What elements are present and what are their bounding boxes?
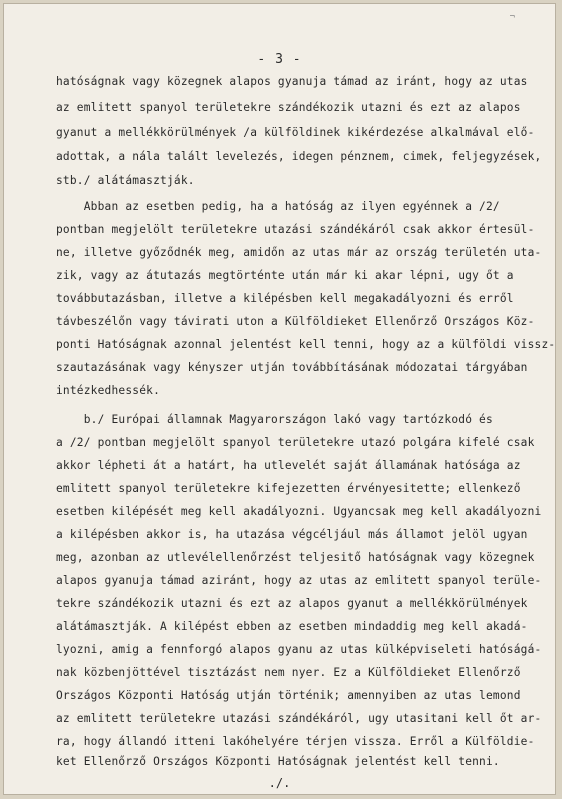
text-line: esetben kilépését meg kell akadályozni. Ugyancsak meg kell akadályozni <box>56 505 542 518</box>
corner-mark: ¬ <box>509 12 515 22</box>
text-line: b./ Európai államnak Magyarországon lakó vagy tartózkodó és <box>56 413 493 426</box>
text-line: az emlitett spanyol területekre szándékozik utazni és ezt az alapos <box>56 101 521 114</box>
page-number: - 3 - <box>257 52 302 67</box>
text-line: stb./ alátámasztják. <box>56 174 195 187</box>
text-line: lyozni, amig a fennforgó alapos gyanu az utas külképviseleti hatóságá- <box>56 643 542 656</box>
text-line: nak közbenjöttével tisztázást nem nyer. Ez a Külföldieket Ellenőrző <box>56 666 521 679</box>
text-line: továbbutazásban, illetve a kilépésben kell megakadályozni és erről <box>56 292 514 305</box>
closing-mark: ./. <box>268 776 291 790</box>
text-line: gyanut a mellékkörülmények /a külföldinek kikérdezése alkalmával elő- <box>56 126 535 139</box>
text-line: zik, vagy az átutazás megtörténte után már ki akar lépni, ugy őt a <box>56 269 514 282</box>
text-line: szautazásának vagy kényszer utján továbbításának módozatai tárgyában <box>56 361 528 374</box>
text-line: ket Ellenőrző Országos Központi Hatóságnak jelentést kell tenni. <box>56 755 500 768</box>
text-line: tekre szándékozik utazni és ezt az alapos gyanut a mellékkörülmények <box>56 597 528 610</box>
text-line: Országos Központi Hatóság utján történik; amennyiben az utas lemond <box>56 689 521 702</box>
text-line: alátámasztják. A kilépést ebben az esetben mindaddig meg kell akadá- <box>56 620 528 633</box>
text-line: ponti Hatóságnak azonnal jelentést kell tenni, hogy az a külföldi vissz- <box>56 338 556 351</box>
text-line: intézkedhessék. <box>56 384 161 397</box>
text-line: ne, illetve győződnék meg, amidőn az utas már az ország területén uta- <box>56 246 542 259</box>
text-line: hatóságnak vagy közegnek alapos gyanuja támad az iránt, hogy az utas <box>56 75 528 88</box>
text-line: a kilépésben akkor is, ha utazása végcéljául más államot jelöl ugyan <box>56 528 528 541</box>
text-line: távbeszélőn vagy távirati uton a Külföldieket Ellenőrző Országos Köz- <box>56 315 535 328</box>
text-line: meg, azonban az utlevélellenőrzést teljesitő hatóságnak vagy közegnek <box>56 551 535 564</box>
text-line: alapos gyanuja támad aziránt, hogy az utas az emlitett spanyol terüle- <box>56 574 542 587</box>
text-line: a /2/ pontban megjelölt spanyol területekre utazó polgára kifelé csak <box>56 436 535 449</box>
text-line: adottak, a nála talált levelezés, idegen pénznem, cimek, feljegyzések, <box>56 150 542 163</box>
text-line: pontban megjelölt területekre utazási szándékáról csak akkor értesül- <box>56 223 535 236</box>
text-line: ra, hogy állandó itteni lakóhelyére térjen vissza. Erről a Külföldie- <box>56 735 535 748</box>
text-line: akkor lépheti át a határt, ha utlevelét saját államának hatósága az <box>56 459 521 472</box>
text-line: emlitett spanyol területekre kifejezetten érvényesitette; ellenkező <box>56 482 521 495</box>
document-page <box>3 3 556 795</box>
text-line: az emlitett területekre utazási szándékáról, ugy utasitani kell őt ar- <box>56 712 542 725</box>
text-line: Abban az esetben pedig, ha a hatóság az ilyen egyénnek a /2/ <box>56 200 500 213</box>
